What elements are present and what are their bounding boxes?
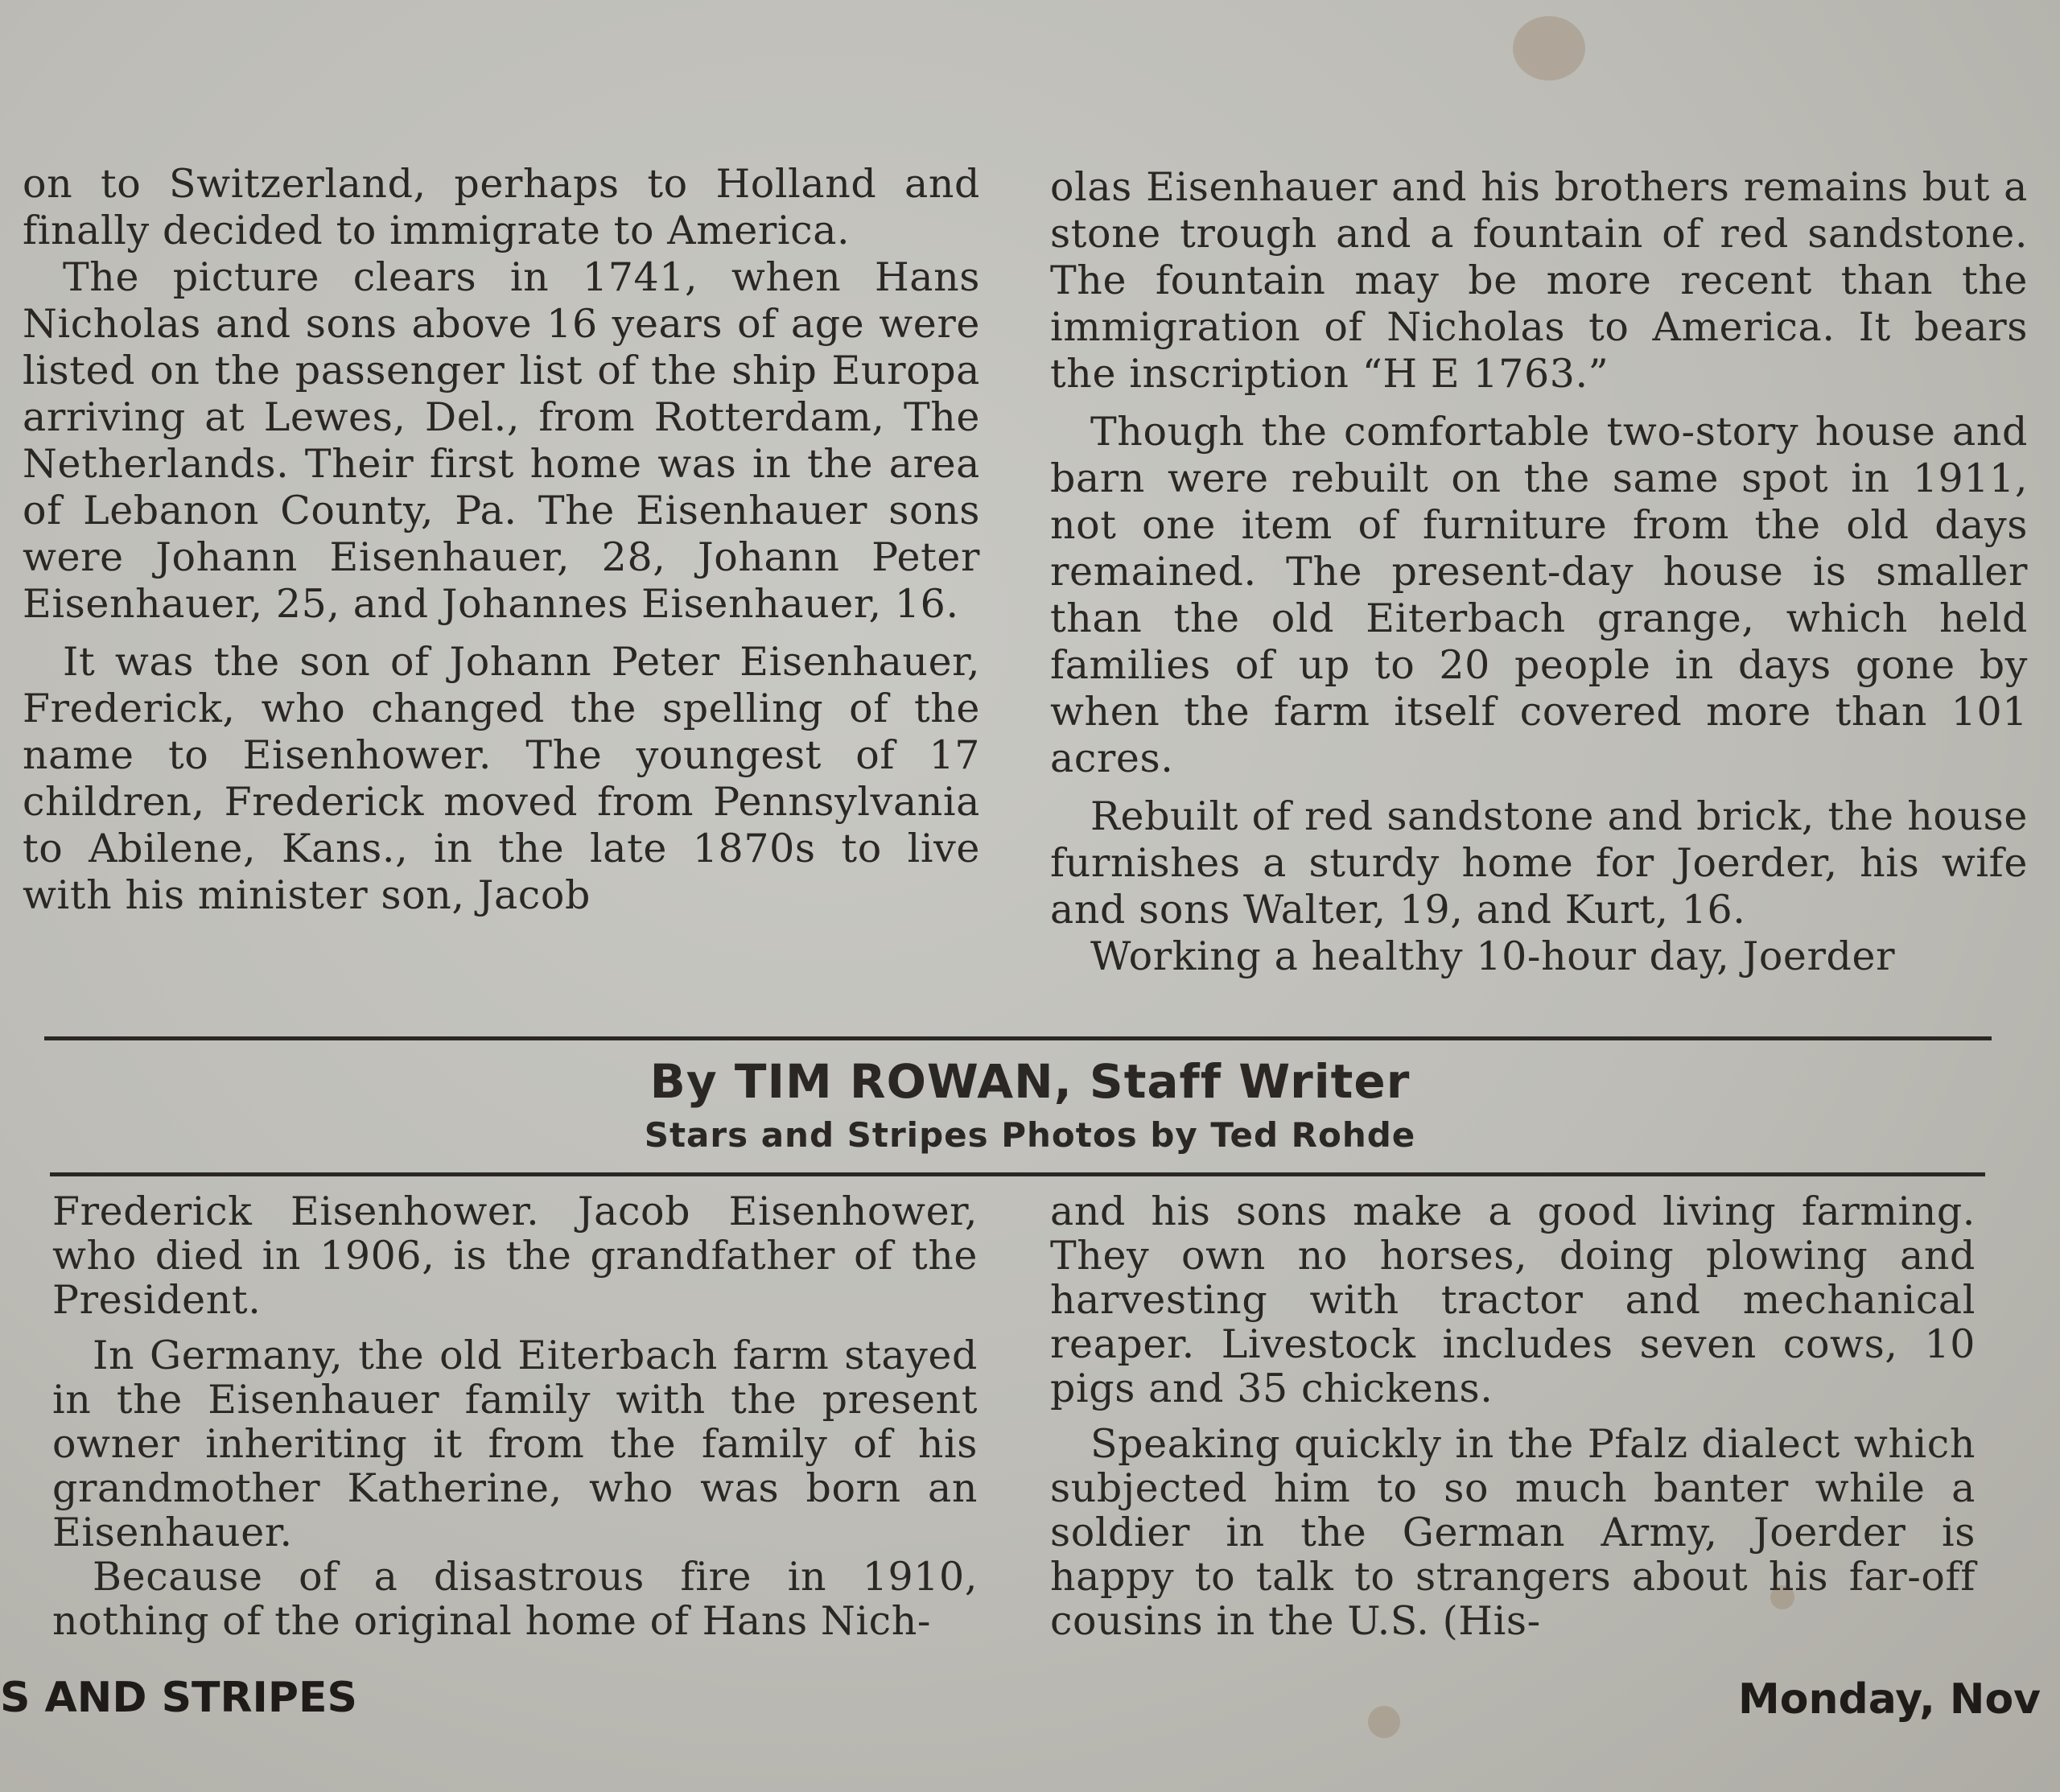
article-column-top-left bbox=[23, 161, 980, 919]
paper-stain bbox=[1513, 16, 1585, 80]
paragraph: Though the comfortable two-story house and barn were rebuilt on the same spot in 1911, not one item of furniture from the old days remained. The present-day house is smaller than the old Eiterbach grange, which held families of up to 20 people in days gone by when the farm itself covered more than 101 acres. bbox=[1050, 409, 2028, 781]
divider-rule bbox=[50, 1172, 1985, 1176]
article-column-bottom-right bbox=[1050, 1189, 1976, 1643]
paragraph: Speaking quickly in the Pfalz dialect which subjected him to so much banter while a soldier in the German Army, Joerder is happy to talk to strangers about his far-off cousins in the U.S. (His- bbox=[1050, 1421, 1976, 1644]
paragraph: It was the son of Johann Peter Eisenhauer, Frederick, who changed the spelling of the name to Eisenhower. The youngest of 17 children, Frederick moved from Pennsylvania to Abilene, Kans., in the late 1870s to live with his minister son, Jacob bbox=[23, 639, 980, 918]
paragraph: Rebuilt of red sandstone and brick, the house furnishes a sturdy home for Joerder, his wife and sons Walter, 19, and Kurt, 16. bbox=[1050, 793, 2028, 933]
paper-stain bbox=[1368, 1706, 1400, 1738]
paragraph: Frederick Eisenhower. Jacob Eisenhower, who died in 1906, is the grandfather of the President. bbox=[52, 1188, 978, 1323]
paragraph: and his sons make a good living farming. They own no horses, doing plowing and harvesting with tractor and mechanical reaper. Livestock includes seven cows, 10 pigs and 35 chickens. bbox=[1050, 1188, 1976, 1411]
photo-credit: Stars and Stripes Photos by Ted Rohde bbox=[644, 1115, 1416, 1155]
paragraph: Working a healthy 10-hour day, Joerder bbox=[1090, 933, 1896, 979]
paragraph: on to Switzerland, perhaps to Holland and finally decided to immigrate to America. bbox=[23, 161, 980, 253]
paragraph: olas Eisenhauer and his brothers remains but a stone trough and a fountain of red sandstone. The fountain may be more recent than the immigration of Nicholas to America. It bears the inscription “H E 1763.” bbox=[1050, 164, 2028, 397]
divider-rule bbox=[44, 1036, 1992, 1040]
footer-publication-name: S AND STRIPES bbox=[0, 1674, 357, 1722]
byline: By TIM ROWAN, Staff Writer bbox=[649, 1054, 1411, 1109]
article-column-top-right bbox=[1050, 164, 2028, 980]
paragraph: In Germany, the old Eiterbach farm stayed in the Eisenhauer family with the present owner inheriting it from the family of his grandmother Katherine, who was born an Eisenhauer. bbox=[52, 1333, 978, 1555]
article-column-bottom-left bbox=[52, 1189, 978, 1643]
paragraph: Because of a disastrous fire in 1910, nothing of the original home of Hans Nich- bbox=[52, 1554, 978, 1644]
footer-date: Monday, Nov bbox=[1738, 1675, 2041, 1724]
paragraph: The picture clears in 1741, when Hans Nicholas and sons above 16 years of age were listed on the passenger list of the ship Europa arriving at Lewes, Del., from Rotterdam, The Netherlands. Their first home was in the area of Lebanon County, Pa. The Eisenhauer sons were Johann Eisenhauer, 28, Johann Peter Eisenhauer, 25, and Johannes Eisenhauer, 16. bbox=[23, 254, 980, 627]
